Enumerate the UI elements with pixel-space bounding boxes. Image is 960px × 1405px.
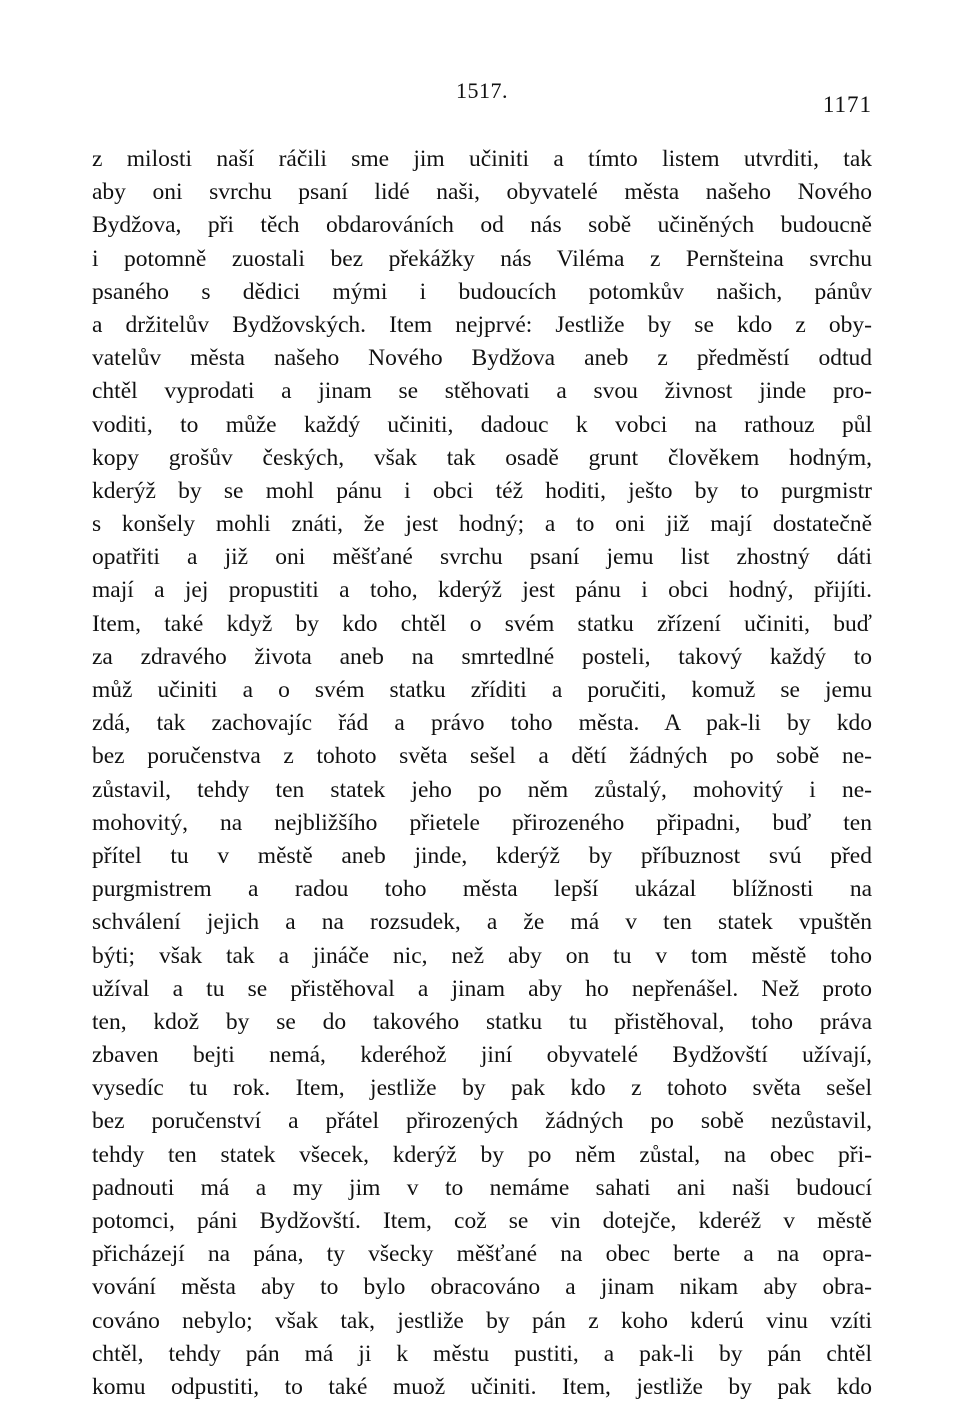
text-line: padnouti má a my jim v to nemáme sahati ani naši budoucí	[92, 1174, 872, 1201]
text-line: chtěl, tehdy pán má ji k městu pustiti, a pak-li by pán chtěl	[92, 1340, 872, 1367]
text-line: přicházejí na pána, ty všecky měšťané na obec berte a na opra-	[92, 1241, 872, 1268]
text-line: komu odpustiti, to také muož učiniti. Item, jestliže by pak kdo	[92, 1373, 872, 1400]
text-line: užíval a tu se přistěhoval a jinam aby ho nepřenášel. Než proto	[92, 975, 872, 1002]
text-line: kderýž by se mohl pánu i obci též hoditi, ješto by to purgmistr	[92, 477, 872, 504]
text-line: potomci, páni Bydžovští. Item, což se vin dotejče, kderéž v městě	[92, 1208, 872, 1234]
body-text	[92, 143, 872, 1404]
text-line: ten, kdož by se do takového statku tu přistěhoval, toho práva	[92, 1008, 872, 1035]
text-line: purgmistrem a radou toho města lepší ukázal blížnosti na	[92, 876, 872, 903]
text-line: vování města aby to bylo obracováno a jinam nikam aby obra-	[92, 1274, 872, 1301]
text-line: zdá, tak zachovajíc řád a právo toho města. A pak-li by kdo	[92, 710, 872, 737]
text-line: voditi, to může každý učiniti, dadouc k vobci na rathouz půl	[92, 411, 872, 438]
text-line: mají a jej propustiti a toho, kderýž jest pánu i obci hodný, přijíti.	[92, 577, 872, 604]
text-line: vatelův města našeho Nového Bydžova aneb z předměstí odtud	[92, 345, 872, 372]
page-number: 1171	[822, 92, 872, 117]
text-line: býti; však tak a jináče nic, než aby on tu v tom městě toho	[92, 942, 872, 969]
text-line: vysedíc tu rok. Item, jestliže by pak kdo z tohoto světa sešel	[92, 1075, 872, 1102]
text-line: chtěl vyprodati a jinam se stěhovati a svou živnost jinde pro-	[92, 378, 872, 405]
text-line: i potomně zuostali bez překážky nás Viléma z Pernšteina svrchu	[92, 245, 872, 272]
text-line: cováno nebylo; však tak, jestliže by pán z koho kderú vinu vzíti	[92, 1307, 872, 1334]
text-line: aby oni svrchu psaní lidé naši, obyvatelé města našeho Nového	[92, 179, 872, 206]
text-line: a držitelův Bydžovských. Item nejprvé: Jestliže by se kdo z oby-	[92, 311, 872, 338]
text-line: z milosti naší ráčili sme jim učiniti a tímto listem utvrditi, tak	[92, 146, 872, 172]
text-line: zůstavil, tehdy ten statek jeho po něm zůstalý, mohovitý i ne-	[92, 776, 872, 803]
text-line: opatřiti a již oni měšťané svrchu psaní jemu list zhostný dáti	[92, 544, 872, 571]
running-head-year: 1517.	[456, 78, 508, 103]
text-line: Item, také když by kdo chtěl o svém statku zřízení učiniti, buď	[92, 610, 872, 637]
text-line: tehdy ten statek všecek, kderýž by po něm zůstal, na obec při-	[92, 1141, 872, 1168]
text-line: kopy grošův českých, však tak osadě grunt člověkem hodným,	[92, 444, 872, 471]
text-line: zbaven bejti nemá, kderéhož jiní obyvatelé Bydžovští užívají,	[92, 1042, 872, 1069]
text-line: schválení jejich a na rozsudek, a že má v ten statek vpuštěn	[92, 909, 872, 936]
page-header	[92, 78, 872, 118]
text-line: psaného s dědici mými i budoucích potomkův našich, pánův	[92, 278, 872, 305]
text-line: Bydžova, při těch obdarováních od nás sobě učiněných budoucně	[92, 212, 872, 239]
text-line: můž učiniti a o svém statku zříditi a poručiti, komuž se jemu	[92, 677, 872, 703]
text-line: s konšely mohli znáti, že jest hodný; a to oni již mají dostatečně	[92, 511, 872, 538]
text-line: mohovitý, na nejbližšího přietele přirozeného připadni, buď ten	[92, 809, 872, 836]
text-line: přítel tu v městě aneb jinde, kderýž by příbuznost svú před	[92, 842, 872, 869]
text-line: bez poručenství a přátel přirozených žádných po sobě nezůstavil,	[92, 1108, 872, 1135]
text-line: bez poručenstva z tohoto světa sešel a dětí žádných po sobě ne-	[92, 743, 872, 770]
text-line: za zdravého života aneb na smrtedlné posteli, takový každý to	[92, 643, 872, 670]
